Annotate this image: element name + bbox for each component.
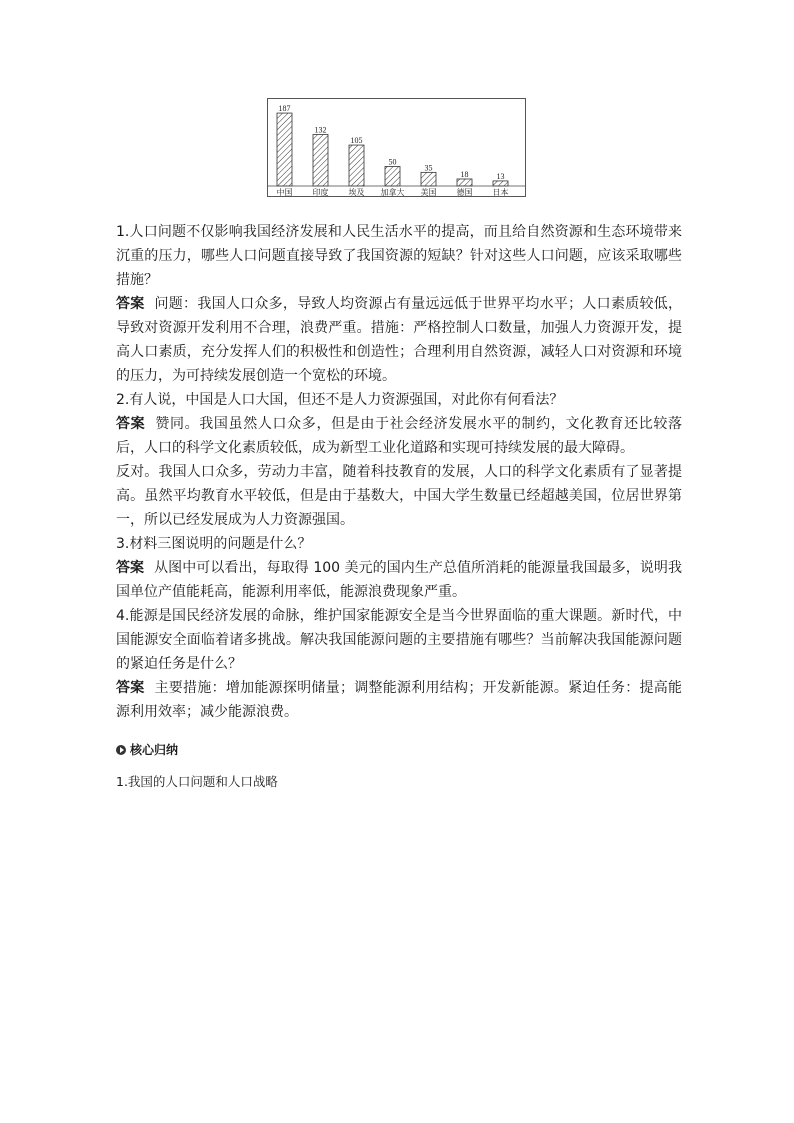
answer-3: [116, 556, 682, 604]
x-tick-label: 中国: [276, 188, 293, 196]
bar-value-label: 187: [278, 104, 291, 114]
bar-4: [421, 172, 436, 186]
energy-bar-chart: [267, 98, 526, 197]
question-1: 1.人口问题不仅影响我国经济发展和人民生活水平的提高，而且给自然资源和生态环境带来沉重的压力，哪些人口问题直接导致了我国资源的短缺？针对这些人口问题，应该采取哪些措施？: [116, 224, 682, 288]
answer-text: 问题：我国人口众多，导致人均资源占有量远远低于世界平均水平；人口素质较低，导致对资源开发利用不合理，浪费严重。措施：严格控制人口数量，加强人力资源开发，提高人口素质，充分发挥人们的积极性和创造性；合理利用自然资源，减轻人口对资源和环境的压力，为可持续发展创造一个宽松的环境。: [116, 296, 683, 384]
bar-value-label: 132: [314, 125, 327, 135]
x-tick-label: 德国: [456, 188, 473, 196]
answer-1: [116, 292, 682, 388]
bar-value-label: 13: [496, 171, 505, 181]
answer-text: 赞同。我国虽然人口众多，但是由于社会经济发展水平的制约，文化教育还比较落后，人口的科学文化素质较低，成为新型工业化道路和实现可持续发展的最大障碍。: [116, 416, 683, 456]
section-subheading: 1.我国的人口问题和人口战略: [116, 774, 278, 789]
x-tick-label: 美国: [420, 188, 437, 196]
chart-canvas: [268, 99, 525, 196]
answer-text: 从图中可以看出，每取得 100 美元的国内生产总值所消耗的能源量我国最多，说明我国单位产值能耗高，能源利用率低，能源浪费现象严重。: [116, 560, 682, 600]
answer-4: [116, 676, 682, 724]
x-tick-label: 埃及: [348, 188, 365, 196]
answer-label: 答案: [116, 560, 145, 576]
section-title: 核心归纳: [130, 743, 179, 757]
bar-1: [313, 135, 328, 186]
answer-label: 答案: [116, 296, 145, 312]
bar-6: [493, 181, 508, 186]
question-3: 3.材料三图说明的问题是什么？: [116, 536, 312, 552]
play-circle-icon: [116, 745, 126, 755]
x-tick-label: 日本: [492, 188, 509, 196]
section-heading: [116, 740, 682, 760]
x-tick-label: 加拿大: [380, 188, 405, 196]
answer-label: 答案: [116, 416, 146, 432]
x-tick-label: 印度: [312, 188, 329, 196]
bar-3: [385, 167, 400, 187]
question-answer-section: [116, 220, 682, 792]
bar-0: [277, 113, 292, 186]
bar-value-label: 105: [350, 136, 363, 146]
bar-value-label: 35: [424, 163, 433, 173]
bar-2: [349, 145, 364, 186]
answer-text: 主要措施：增加能源探明储量；调整能源利用结构；开发新能源。紧迫任务：提高能源利用效率；减少能源浪费。: [116, 680, 683, 720]
answer-label: 答案: [116, 680, 145, 696]
bar-value-label: 50: [388, 157, 397, 167]
bar-value-label: 18: [460, 169, 469, 179]
bar-5: [457, 179, 472, 186]
question-4: 4.能源是国民经济发展的命脉，维护国家能源安全是当今世界面临的重大课题。新时代，中国能源安全面临着诸多挑战。解决我国能源问题的主要措施有哪些？当前解决我国能源问题的紧迫任务是什么？: [116, 608, 682, 672]
answer-2: [116, 412, 682, 460]
answer-2-alt: 反对。我国人口众多，劳动力丰富，随着科技教育的发展，人口的科学文化素质有了显著提高。虽然平均教育水平较低，但是由于基数大，中国大学生数量已经超越美国，位居世界第一，所以已经发展成为人力资源强国。: [116, 464, 682, 528]
question-2: 2.有人说，中国是人口大国，但还不是人力资源强国，对此你有何看法？: [116, 392, 564, 408]
